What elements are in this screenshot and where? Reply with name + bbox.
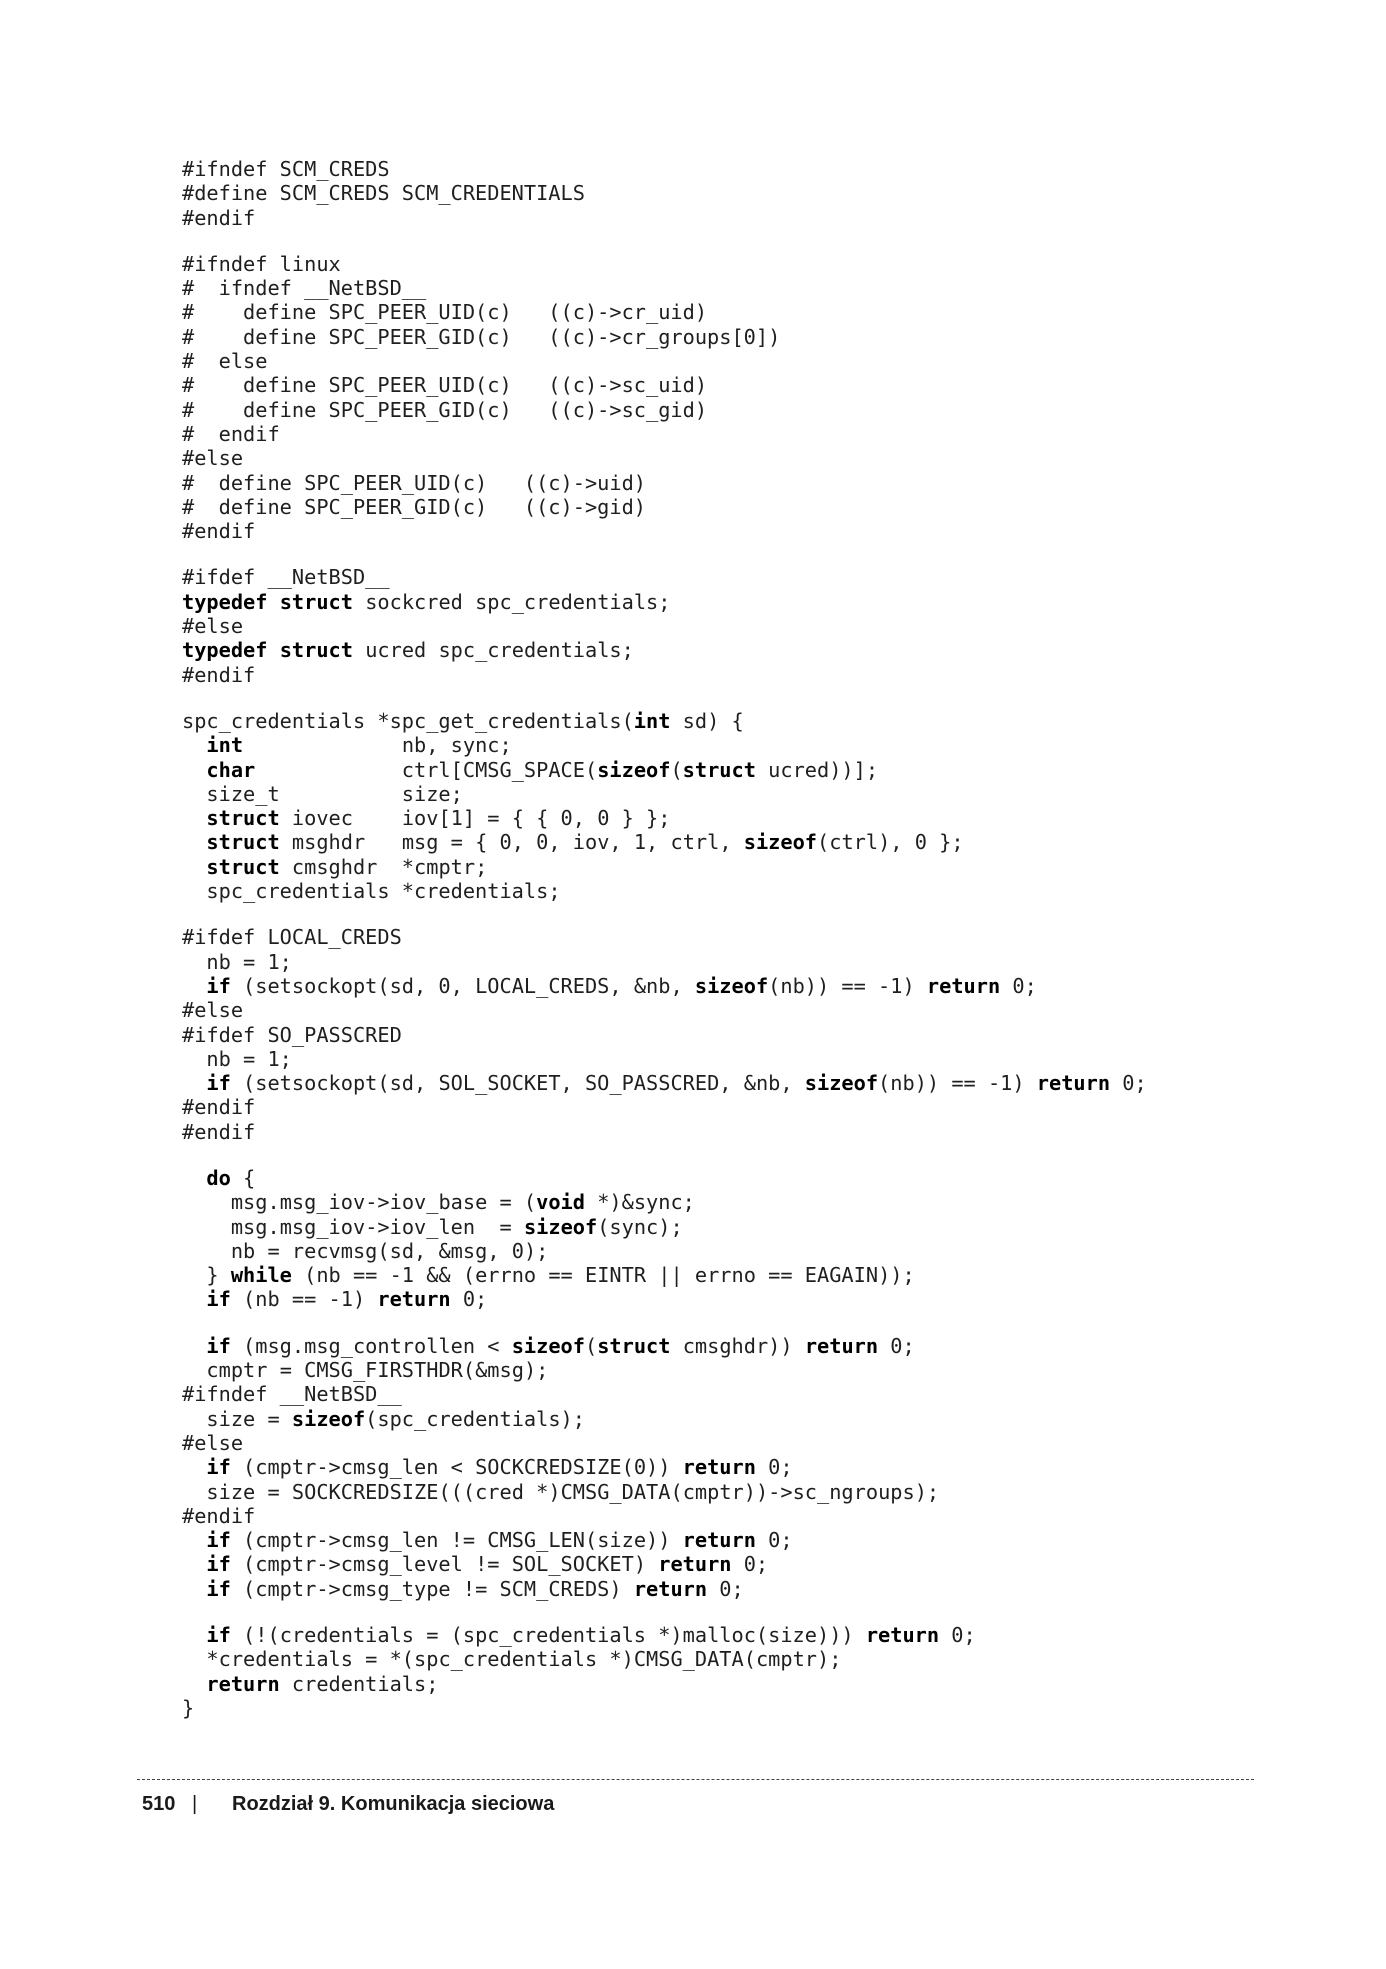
code-line: struct iovec iov[1] = { { 0, 0 } };	[206, 806, 671, 831]
code-line: size_t size;	[206, 781, 463, 806]
code-line: nb = 1;	[206, 1046, 292, 1071]
code-line: # define SPC_PEER_UID(c) ((c)->sc_uid)	[182, 373, 708, 398]
code-line: if (cmptr->cmsg_len < SOCKCREDSIZE(0)) return 0;	[206, 1455, 793, 1480]
code-line: nb = recvmsg(sd, &msg, 0);	[230, 1238, 549, 1263]
page-footer	[142, 1790, 554, 1818]
chapter-title: Rozdział 9. Komunikacja sieciowa	[232, 1793, 555, 1815]
code-line	[182, 903, 1147, 925]
code-line: #endif	[182, 205, 256, 230]
code-line: if (msg.msg_controllen < sizeof(struct cmsghdr)) return 0;	[206, 1333, 915, 1358]
code-line: if (setsockopt(sd, SOL_SOCKET, SO_PASSCRED, &nb, sizeof(nb)) == -1) return 0;	[206, 1071, 1147, 1096]
code-line: # endif	[182, 421, 280, 446]
code-line: #endif	[182, 662, 256, 687]
code-line	[182, 1312, 1147, 1334]
page-number: 510	[142, 1793, 176, 1815]
code-line	[182, 687, 1147, 709]
code-line: nb = 1;	[206, 949, 292, 974]
code-line: cmptr = CMSG_FIRSTHDR(&msg);	[206, 1358, 549, 1383]
code-line: #endif	[182, 519, 256, 544]
code-line: #else	[182, 446, 244, 471]
code-line: do {	[206, 1165, 256, 1190]
code-line: #ifndef SCM_CREDS	[182, 157, 390, 181]
code-line: #ifndef __NetBSD__	[182, 1382, 402, 1407]
code-listing	[182, 157, 1147, 1720]
code-line: }	[182, 1695, 195, 1720]
code-line: int nb, sync;	[206, 733, 512, 758]
code-line: #ifndef linux	[182, 251, 341, 276]
code-line	[182, 543, 1147, 565]
code-line: typedef struct ucred spc_credentials;	[182, 638, 634, 663]
code-line: #else	[182, 614, 244, 639]
code-line	[182, 1601, 1147, 1623]
code-line: # else	[182, 349, 268, 374]
footer-separator: |	[192, 1793, 198, 1815]
code-line: # define SPC_PEER_UID(c) ((c)->cr_uid)	[182, 300, 708, 325]
code-line: #else	[182, 1430, 244, 1455]
code-line: size = sizeof(spc_credentials);	[206, 1406, 585, 1431]
code-line: #ifdef __NetBSD__	[182, 565, 390, 590]
code-line: # ifndef __NetBSD__	[182, 276, 427, 301]
code-line: #ifdef LOCAL_CREDS	[182, 925, 402, 950]
code-line: if (setsockopt(sd, 0, LOCAL_CREDS, &nb, sizeof(nb)) == -1) return 0;	[206, 973, 1037, 998]
code-line: #endif	[182, 1095, 256, 1120]
footer-rule	[137, 1779, 1254, 1780]
code-line: # define SPC_PEER_GID(c) ((c)->sc_gid)	[182, 397, 708, 422]
code-line: # define SPC_PEER_GID(c) ((c)->cr_groups[0])	[182, 324, 781, 349]
code-line: spc_credentials *credentials;	[206, 879, 561, 904]
code-line: msg.msg_iov->iov_base = (void *)&sync;	[230, 1190, 695, 1215]
code-line: struct msghdr msg = { 0, 0, iov, 1, ctrl, sizeof(ctrl), 0 };	[206, 830, 964, 855]
code-line	[182, 1144, 1147, 1166]
code-line: #ifdef SO_PASSCRED	[182, 1022, 402, 1047]
code-line: struct cmsghdr *cmptr;	[206, 854, 488, 879]
code-line: if (cmptr->cmsg_len != CMSG_LEN(size)) return 0;	[206, 1528, 793, 1553]
code-line: char ctrl[CMSG_SPACE(sizeof(struct ucred))];	[206, 757, 879, 782]
code-line: if (cmptr->cmsg_level != SOL_SOCKET) return 0;	[206, 1552, 769, 1577]
code-line: #endif	[182, 1503, 256, 1528]
code-line: #else	[182, 998, 244, 1023]
code-line: *credentials = *(spc_credentials *)CMSG_DATA(cmptr);	[182, 1647, 842, 1672]
code-line: msg.msg_iov->iov_len = sizeof(sync);	[230, 1214, 683, 1239]
code-line: if (cmptr->cmsg_type != SCM_CREDS) return 0;	[206, 1576, 744, 1601]
code-line: if (nb == -1) return 0;	[206, 1287, 488, 1312]
code-line: return credentials;	[206, 1671, 439, 1696]
code-line: #define SCM_CREDS SCM_CREDENTIALS	[182, 181, 585, 206]
code-line: } while (nb == -1 && (errno == EINTR || errno == EAGAIN));	[182, 1263, 915, 1288]
code-line: #endif	[182, 1119, 256, 1144]
code-line: spc_credentials *spc_get_credentials(int sd) {	[182, 708, 744, 733]
code-line: if (!(credentials = (spc_credentials *)malloc(size))) return 0;	[206, 1623, 976, 1648]
code-line: size = SOCKCREDSIZE(((cred *)CMSG_DATA(cmptr))->sc_ngroups);	[206, 1479, 940, 1504]
code-line	[182, 230, 1147, 252]
code-line: typedef struct sockcred spc_credentials;	[182, 589, 671, 614]
code-line: # define SPC_PEER_UID(c) ((c)->uid)	[182, 470, 646, 495]
code-line: # define SPC_PEER_GID(c) ((c)->gid)	[182, 494, 646, 519]
